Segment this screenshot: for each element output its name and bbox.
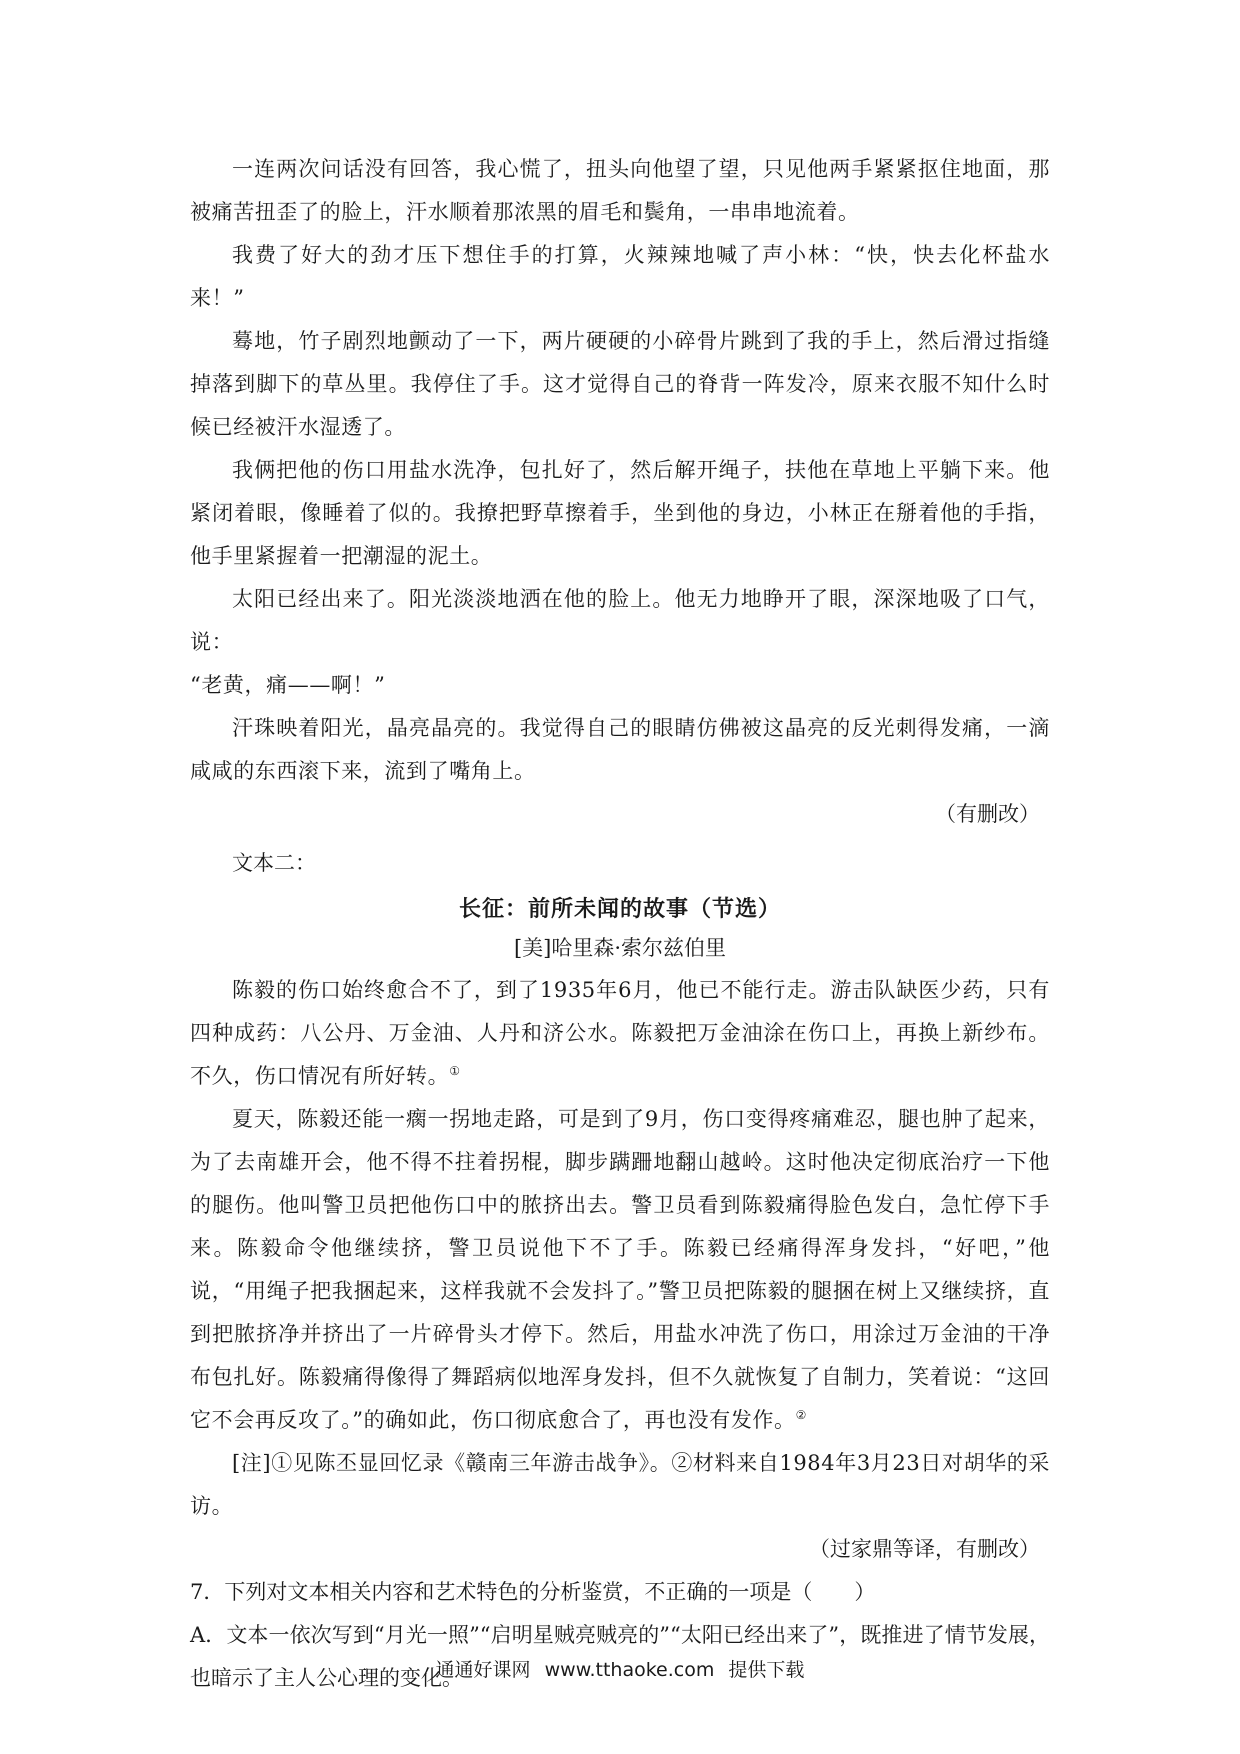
- document-body: [190, 148, 1050, 1700]
- text2-paragraph: [190, 1098, 1050, 1442]
- text2-label: 文本二：: [232, 851, 316, 875]
- page-footer: [0, 1655, 1240, 1682]
- text2-author: [美]哈里森·索尔兹伯里: [513, 936, 727, 960]
- text2-source-note: （过家鼎等译，有删改）: [809, 1537, 1040, 1561]
- text2-paragraph: [190, 969, 1050, 1098]
- text2-paragraph-text: 夏天，陈毅还能一瘸一拐地走路，可是到了9月，伤口变得疼痛难忍，腿也肿了起来，为了去南雄开会，他不得不拄着拐棍，脚步蹒跚地翻山越岭。这时他决定彻底治疗一下他的腿伤。他叫警卫员把他伤口中的脓挤出去。警卫员看到陈毅痛得脸色发白，急忙停下手来。陈毅命令他继续挤，警卫员说他下不了手。陈毅已经痛得浑身发抖，“好吧，”他说，“用绳子把我捆起来，这样我就不会发抖了。”警卫员把陈毅的腿捆在树上又继续挤，直到把脓挤净并挤出了一片碎骨头才停下。然后，用盐水冲洗了伤口，用涂过万金油的干净布包扎好。陈毅痛得像得了舞蹈病似地浑身发抖，但不久就恢复了自制力，笑着说：“这回它不会再反攻了。”的确如此，伤口彻底愈合了，再也没有发作。: [190, 1107, 1050, 1432]
- question-7: 7．下列对文本相关内容和艺术特色的分析鉴赏，不正确的一项是（ ）: [190, 1580, 876, 1604]
- footer-site-name: 通通好课网: [435, 1659, 531, 1681]
- text1-paragraph: 蓦地，竹子剧烈地颤动了一下，两片硬硬的小碎骨片跳到了我的手上，然后滑过指缝掉落到脚下的草丛里。我停住了手。这才觉得自己的脊背一阵发冷，原来衣服不知什么时候已经被汗水湿透了。: [190, 329, 1050, 439]
- text1-paragraph: 汗珠映着阳光，晶亮晶亮的。我觉得自己的眼睛仿佛被这晶亮的反光刺得发痛，一滴咸咸的东西滚下来，流到了嘴角上。: [190, 716, 1050, 783]
- text2-annotation: [注]①见陈丕显回忆录《赣南三年游击战争》。②材料来自1984年3月23日对胡华的采访。: [190, 1451, 1050, 1518]
- text2-paragraph-text: 陈毅的伤口始终愈合不了，到了1935年6月，他已不能行走。游击队缺医少药，只有四种成药：八公丹、万金油、人丹和济公水。陈毅把万金油涂在伤口上，再换上新纱布。不久，伤口情况有所好转。: [190, 978, 1050, 1088]
- text1-paragraph: 一连两次问话没有回答，我心慌了，扭头向他望了望，只见他两手紧紧抠住地面，那被痛苦扭歪了的脸上，汗水顺着那浓黑的眉毛和鬓角，一串串地流着。: [190, 157, 1050, 224]
- text2-title: 长征：前所未闻的故事（节选）: [458, 896, 781, 922]
- footer-url: www.tthaoke.com: [544, 1659, 715, 1681]
- footer-suffix: 提供下载: [728, 1659, 805, 1681]
- text1-quote: “老黄，痛——啊！”: [190, 673, 386, 697]
- text1-paragraph: 太阳已经出来了。阳光淡淡地洒在他的脸上。他无力地睁开了眼，深深地吸了口气，说：: [190, 587, 1050, 654]
- footnote-mark: ①: [449, 1064, 461, 1078]
- text1-paragraph: 我费了好大的劲才压下想住手的打算，火辣辣地喊了声小林：“快，快去化杯盐水来！”: [190, 243, 1050, 310]
- text1-source-note: （有删改）: [935, 802, 1040, 826]
- footnote-mark: ②: [795, 1408, 807, 1422]
- option-a: A．文本一依次写到“月光一照”“启明星贼亮贼亮的”“太阳已经出来了”，既推进了情节发展，也暗示了主人公心理的变化。: [190, 1623, 1050, 1690]
- text1-paragraph: 我俩把他的伤口用盐水洗净，包扎好了，然后解开绳子，扶他在草地上平躺下来。他紧闭着眼，像睡着了似的。我撩把野草擦着手，坐到他的身边，小林正在掰着他的手指，他手里紧握着一把潮湿的泥土。: [190, 458, 1050, 568]
